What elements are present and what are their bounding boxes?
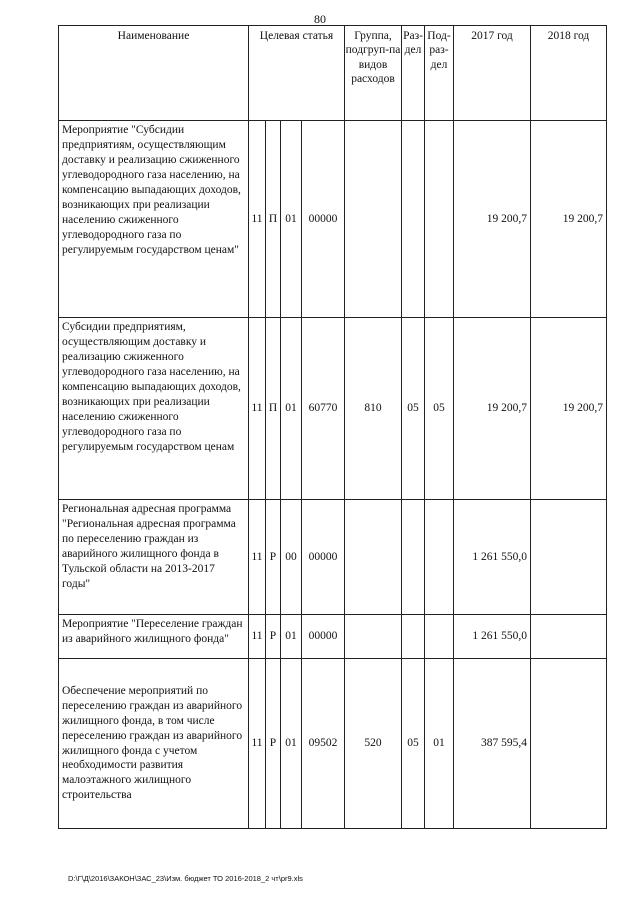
- row-name: Мероприятие "Переселение граждан из аварийного жилищного фонда": [59, 615, 249, 659]
- row-name: Региональная адресная программа "Региональная адресная программа по переселению граждан из аварийного жилищного фонда в Тульской области на 2013-2017 годы": [59, 500, 249, 615]
- activity-code: 01: [281, 659, 302, 829]
- program-code: 11: [249, 121, 266, 318]
- header-expense-group: Группа, подгруп-па видов расходов: [345, 26, 402, 121]
- amount-2017: 19 200,7: [454, 121, 531, 318]
- table-row: [59, 318, 607, 500]
- amount-2017: 1 261 550,0: [454, 500, 531, 615]
- program-code: 11: [249, 659, 266, 829]
- amount-2018: 19 200,7: [531, 318, 607, 500]
- subprogram-code: Р: [266, 500, 281, 615]
- section-code: [402, 500, 425, 615]
- amount-2018: [531, 500, 607, 615]
- section-code: [402, 615, 425, 659]
- table-row: [59, 500, 607, 615]
- activity-code: 00: [281, 500, 302, 615]
- direction-code: 00000: [302, 121, 345, 318]
- header-row: [59, 26, 607, 121]
- amount-2017: 19 200,7: [454, 318, 531, 500]
- subprogram-code: Р: [266, 659, 281, 829]
- program-code: 11: [249, 615, 266, 659]
- expense-group: 520: [345, 659, 402, 829]
- header-subsection: Под-раз-дел: [425, 26, 454, 121]
- program-code: 11: [249, 318, 266, 500]
- header-name: Наименование: [59, 26, 249, 121]
- expense-group: [345, 500, 402, 615]
- table-row: [59, 659, 607, 829]
- amount-2018: 19 200,7: [531, 121, 607, 318]
- budget-table: [58, 25, 607, 829]
- direction-code: 60770: [302, 318, 345, 500]
- subsection-code: [425, 615, 454, 659]
- expense-group: [345, 615, 402, 659]
- expense-group: [345, 121, 402, 318]
- direction-code: 00000: [302, 615, 345, 659]
- row-name: Мероприятие "Субсидии предприятиям, осуществляющим доставку и реализацию сжиженного углеводородного газа населению, на компенсацию выпадающих доходов, возникающих при реализации населению сжиженного углеводородного газа по регулируемым государством ценам": [59, 121, 249, 318]
- expense-group: 810: [345, 318, 402, 500]
- amount-2018: [531, 659, 607, 829]
- activity-code: 01: [281, 121, 302, 318]
- header-section: Раз-дел: [402, 26, 425, 121]
- table-row: [59, 615, 607, 659]
- header-2017: 2017 год: [454, 26, 531, 121]
- subprogram-code: П: [266, 318, 281, 500]
- page-number: 80: [314, 12, 326, 26]
- row-name: Обеспечение мероприятий по переселению граждан из аварийного жилищного фонда, в том числе переселению граждан из аварийного жилищного фонда с учетом необходимости развития малоэтажного жилищного строительства: [59, 659, 249, 829]
- subsection-code: 01: [425, 659, 454, 829]
- subprogram-code: П: [266, 121, 281, 318]
- section-code: [402, 121, 425, 318]
- direction-code: 09502: [302, 659, 345, 829]
- section-code: 05: [402, 659, 425, 829]
- subsection-code: 05: [425, 318, 454, 500]
- direction-code: 00000: [302, 500, 345, 615]
- file-path-footer: D:\Г\Д\2016\ЗАКОН\ЗАС_23\Изм. бюджет ТО 2016-2018_2 чт\pr9.xls: [68, 874, 303, 883]
- header-2018: 2018 год: [531, 26, 607, 121]
- section-code: 05: [402, 318, 425, 500]
- row-name: Субсидии предприятиям, осуществляющим доставку и реализацию сжиженного углеводородного газа населению, на компенсацию выпадающих доходов, возникающих при реализации населению сжиженного углеводородного газа по регулируемым государством ценам: [59, 318, 249, 500]
- subsection-code: [425, 121, 454, 318]
- amount-2017: 387 595,4: [454, 659, 531, 829]
- program-code: 11: [249, 500, 266, 615]
- header-target-article: Целевая статья: [249, 26, 345, 121]
- activity-code: 01: [281, 615, 302, 659]
- subsection-code: [425, 500, 454, 615]
- activity-code: 01: [281, 318, 302, 500]
- amount-2017: 1 261 550,0: [454, 615, 531, 659]
- table-row: [59, 121, 607, 318]
- subprogram-code: Р: [266, 615, 281, 659]
- amount-2018: [531, 615, 607, 659]
